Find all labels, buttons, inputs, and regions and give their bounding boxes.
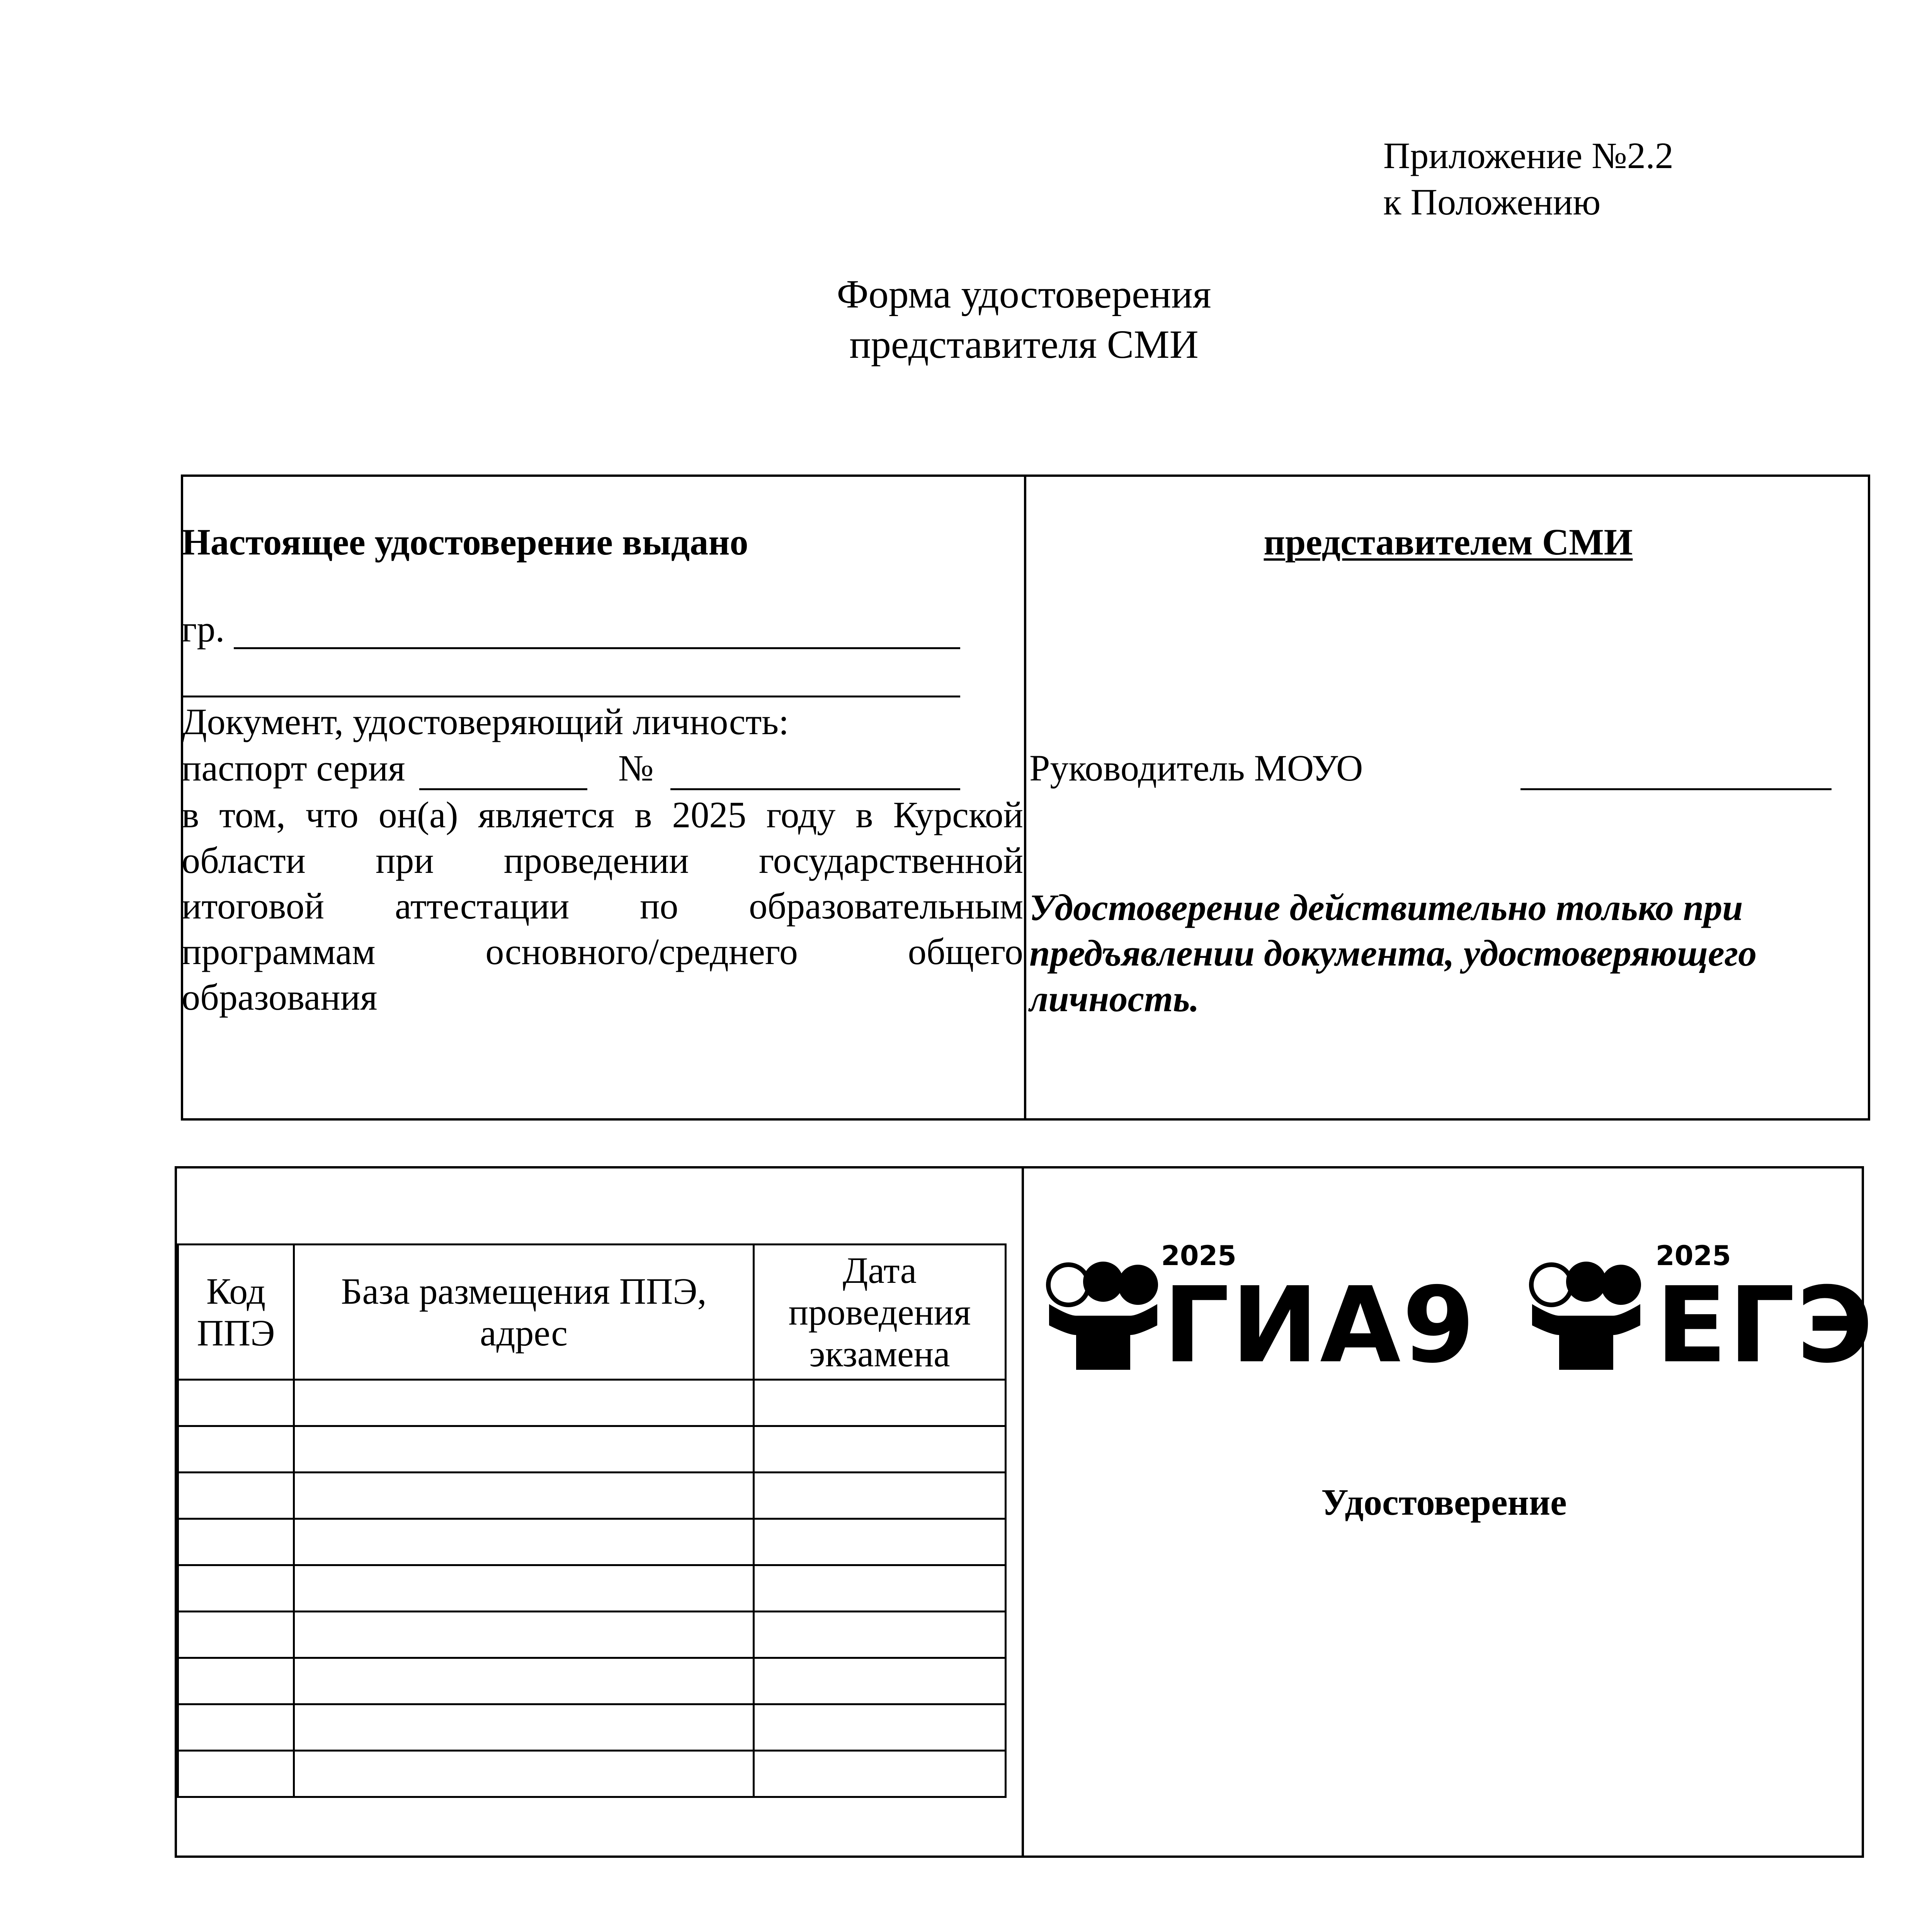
table-cell[interactable] bbox=[294, 1704, 754, 1751]
table-cell[interactable] bbox=[754, 1380, 1006, 1426]
table-header-row bbox=[178, 1245, 1006, 1380]
ege-text: ЕГЭ bbox=[1656, 1264, 1875, 1386]
col-header-code bbox=[178, 1245, 294, 1380]
name-input-line bbox=[234, 647, 960, 649]
table-cell[interactable] bbox=[754, 1751, 1006, 1797]
ege-year: 2025 bbox=[1656, 1240, 1731, 1272]
students-icon bbox=[1528, 1258, 1644, 1385]
header-text: ППЭ bbox=[197, 1312, 275, 1354]
table-cell[interactable] bbox=[178, 1565, 294, 1612]
header-text: База размещения ППЭ, bbox=[341, 1270, 707, 1312]
validity-line: личность. bbox=[1029, 978, 1199, 1019]
table-cell[interactable] bbox=[178, 1519, 294, 1565]
right-heading-wrap bbox=[1026, 520, 1870, 564]
table-cell[interactable] bbox=[294, 1751, 754, 1797]
appendix-label: Приложение №2.2 bbox=[1383, 135, 1673, 176]
table-cell[interactable] bbox=[754, 1612, 1006, 1658]
table-cell[interactable] bbox=[754, 1519, 1006, 1565]
table-cell[interactable] bbox=[178, 1473, 294, 1519]
header-text: адрес bbox=[480, 1312, 568, 1354]
col-header-base bbox=[294, 1245, 754, 1380]
table-cell[interactable] bbox=[294, 1565, 754, 1612]
table-row bbox=[178, 1426, 1006, 1473]
validity-line: предъявлении документа, удостоверяющего bbox=[1029, 932, 1757, 974]
col-header-date bbox=[754, 1245, 1006, 1380]
header-text: экзамена bbox=[809, 1333, 950, 1374]
table-cell[interactable] bbox=[178, 1612, 294, 1658]
table-cell[interactable] bbox=[294, 1426, 754, 1473]
table-cell[interactable] bbox=[178, 1426, 294, 1473]
media-representative-heading: представителем СМИ bbox=[1264, 521, 1633, 563]
page-title-line2: представителя СМИ bbox=[849, 322, 1199, 367]
table-cell[interactable] bbox=[178, 1380, 294, 1426]
body-line: программам основного/среднего общего bbox=[182, 931, 1023, 972]
director-signature-line bbox=[1520, 788, 1832, 790]
header-text: проведения bbox=[788, 1291, 971, 1333]
students-icon bbox=[1045, 1258, 1161, 1385]
header-text: Дата bbox=[842, 1249, 917, 1291]
table-row bbox=[178, 1473, 1006, 1519]
table-row bbox=[178, 1612, 1006, 1658]
table-cell[interactable] bbox=[754, 1426, 1006, 1473]
validity-note bbox=[1029, 885, 1868, 1022]
ppe-table bbox=[177, 1243, 1007, 1798]
table-cell[interactable] bbox=[178, 1704, 294, 1751]
table-row bbox=[178, 1519, 1006, 1565]
table-cell[interactable] bbox=[294, 1519, 754, 1565]
table-cell[interactable] bbox=[294, 1473, 754, 1519]
table-cell[interactable] bbox=[178, 1658, 294, 1704]
passport-series-label: паспорт серия bbox=[182, 747, 405, 789]
table-cell[interactable] bbox=[294, 1658, 754, 1704]
name-input-line-2 bbox=[182, 696, 960, 697]
table-cell[interactable] bbox=[178, 1751, 294, 1797]
table-row bbox=[178, 1751, 1006, 1797]
gia9-year: 2025 bbox=[1161, 1240, 1236, 1272]
card-front-divider bbox=[1024, 474, 1026, 1121]
gr-label: гр. bbox=[182, 608, 225, 650]
validity-line: Удостоверение действительно только при bbox=[1029, 887, 1743, 928]
passport-series-line bbox=[419, 788, 587, 790]
appendix-subtitle: к Положению bbox=[1383, 181, 1601, 223]
body-line: итоговой аттестации по образовательным bbox=[182, 885, 1023, 927]
ege-logo bbox=[1528, 1240, 1875, 1386]
table-row bbox=[178, 1380, 1006, 1426]
director-label: Руководитель МОУО bbox=[1029, 747, 1363, 789]
table-cell[interactable] bbox=[754, 1704, 1006, 1751]
table-row bbox=[178, 1704, 1006, 1751]
number-sign: № bbox=[618, 747, 654, 789]
table-cell[interactable] bbox=[754, 1473, 1006, 1519]
table-cell[interactable] bbox=[294, 1612, 754, 1658]
table-row bbox=[178, 1658, 1006, 1704]
header-text: Код bbox=[206, 1270, 266, 1312]
table-cell[interactable] bbox=[754, 1658, 1006, 1704]
issued-heading: Настоящее удостоверение выдано bbox=[182, 521, 748, 563]
certificate-label: Удостоверение bbox=[1321, 1481, 1567, 1523]
table-cell[interactable] bbox=[294, 1380, 754, 1426]
card-front-body bbox=[182, 792, 1023, 1020]
body-line: в том, что он(а) является в 2025 году в Курской bbox=[182, 794, 1023, 835]
gia9-text: ГИА9 bbox=[1163, 1264, 1476, 1386]
body-line: области при проведении государственной bbox=[182, 840, 1023, 881]
table-row bbox=[178, 1565, 1006, 1612]
gia9-logo bbox=[1045, 1240, 1476, 1386]
body-line: образования bbox=[182, 976, 378, 1018]
document-label: Документ, удостоверяющий личность: bbox=[182, 701, 789, 742]
passport-number-line bbox=[670, 788, 960, 790]
page-title-line1: Форма удостоверения bbox=[837, 272, 1211, 316]
table-cell[interactable] bbox=[754, 1565, 1006, 1612]
